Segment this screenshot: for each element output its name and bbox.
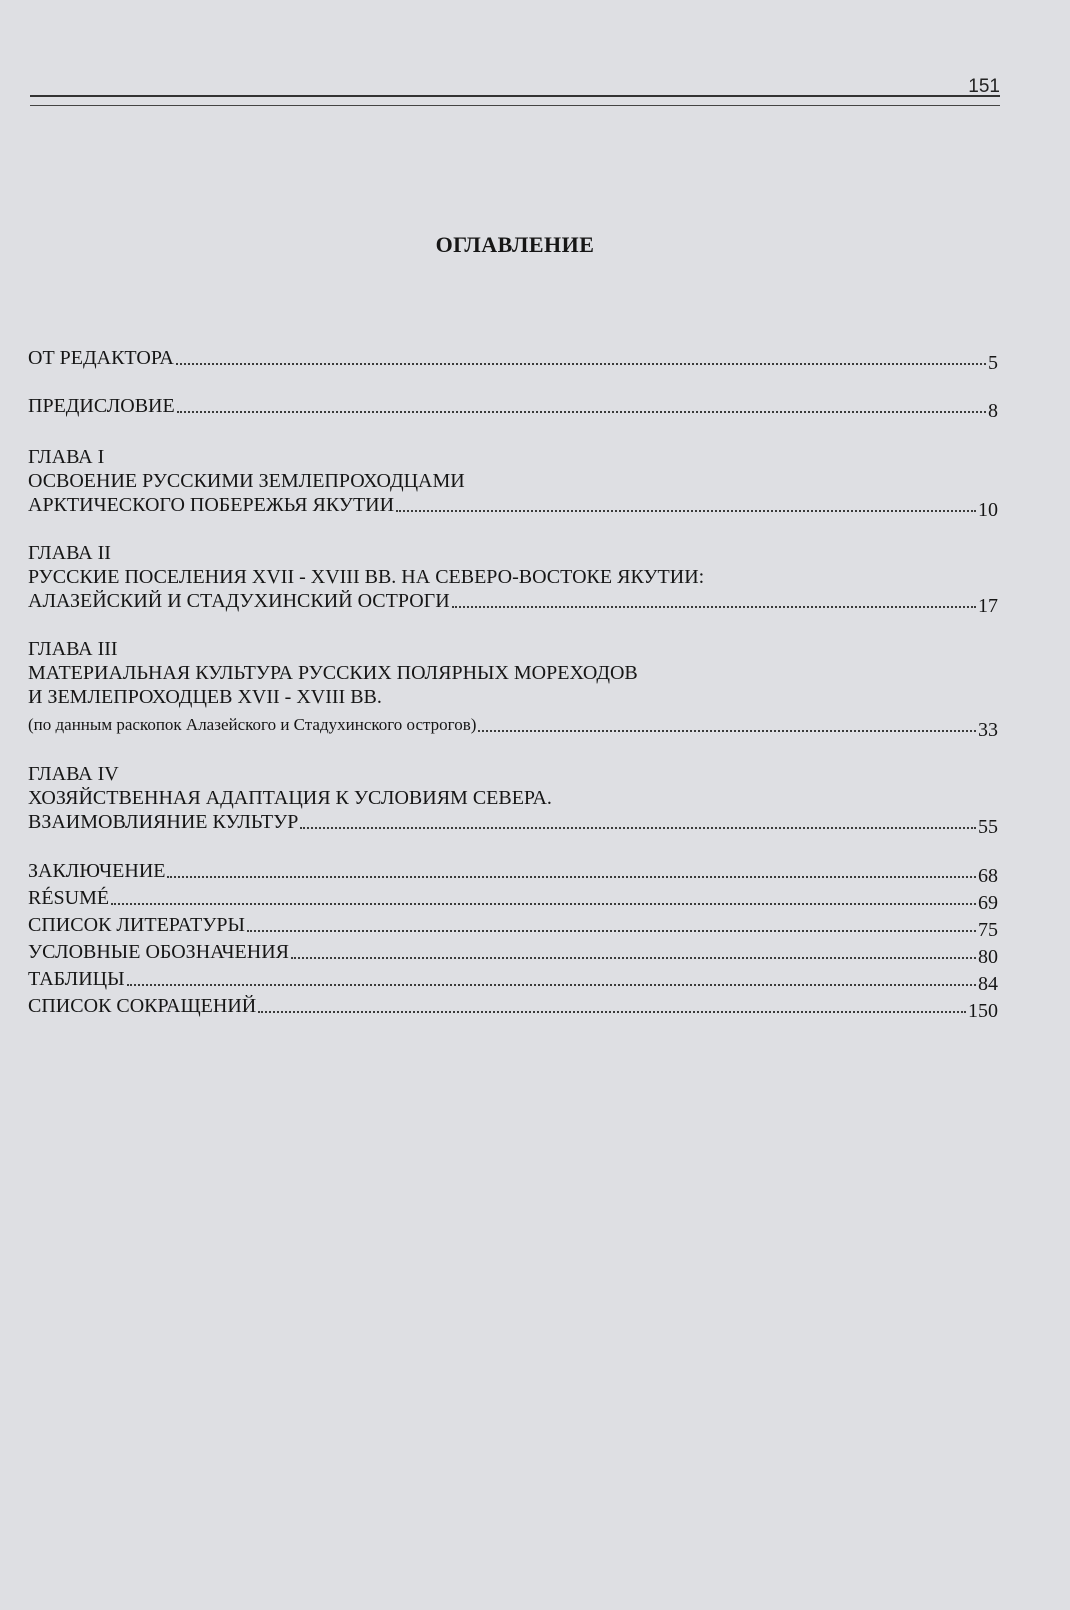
dot-leader [478, 730, 976, 732]
header-rule-top [30, 95, 1000, 97]
chapter-subtitle: (по данным раскопок Алазейского и Стадухинского острогов) [28, 715, 477, 734]
header-rule-bottom [30, 105, 1000, 106]
dot-leader [247, 930, 976, 932]
toc-entry-chapter-1 [28, 445, 998, 521]
chapter-title-line: МАТЕРИАЛЬНАЯ КУЛЬТУРА РУССКИХ ПОЛЯРНЫХ МОРЕХОДОВ [28, 662, 638, 684]
chapter-number: ГЛАВА II [28, 542, 111, 564]
toc-entry-page: 10 [978, 499, 998, 521]
dot-leader [176, 363, 986, 365]
toc-entry-preface [28, 394, 998, 422]
toc-entry-abbreviations [28, 994, 998, 1022]
toc-entry-page: 8 [988, 400, 998, 422]
toc-entry-label: ПРЕДИСЛОВИЕ [28, 395, 175, 417]
toc-entry-conclusion [28, 859, 998, 887]
toc-entry-label: ОТ РЕДАКТОРА [28, 347, 174, 369]
toc-entry-page: 17 [978, 595, 998, 617]
dot-leader [167, 876, 976, 878]
toc-entry-page: 68 [978, 865, 998, 887]
page-number: 151 [968, 76, 1000, 97]
toc-entry-page: 69 [978, 892, 998, 914]
toc-entry-label: СПИСОК ЛИТЕРАТУРЫ [28, 914, 245, 936]
toc-entry-editor [28, 346, 998, 374]
chapter-title-line: И ЗЕМЛЕПРОХОДЦЕВ XVII - XVIII ВВ. [28, 686, 382, 708]
chapter-title-line: ВЗАИМОВЛИЯНИЕ КУЛЬТУР [28, 811, 299, 833]
toc-entry-label: ТАБЛИЦЫ [28, 968, 125, 990]
toc-entry-label: СПИСОК СОКРАЩЕНИЙ [28, 995, 257, 1017]
chapter-title-line: ОСВОЕНИЕ РУССКИМИ ЗЕМЛЕПРОХОДЦАМИ [28, 470, 465, 492]
dot-leader [300, 827, 976, 829]
chapter-title-line: АЛАЗЕЙСКИЙ И СТАДУХИНСКИЙ ОСТРОГИ [28, 590, 450, 612]
toc-entry-chapter-4 [28, 762, 998, 838]
dot-leader [127, 984, 976, 986]
dot-leader [177, 411, 986, 413]
chapter-number: ГЛАВА IV [28, 763, 119, 785]
toc-entry-page: 150 [968, 1000, 998, 1022]
toc-entry-page: 55 [978, 816, 998, 838]
toc-entry-page: 5 [988, 352, 998, 374]
toc-entry-literature [28, 913, 998, 941]
chapter-title-line: РУССКИЕ ПОСЕЛЕНИЯ XVII - XVIII ВВ. НА СЕВЕРО-ВОСТОКЕ ЯКУТИИ: [28, 566, 705, 588]
toc-entry-page: 33 [978, 719, 998, 741]
dot-leader [291, 957, 976, 959]
toc-entry-page: 75 [978, 919, 998, 941]
chapter-title-line: АРКТИЧЕСКОГО ПОБЕРЕЖЬЯ ЯКУТИИ [28, 494, 395, 516]
toc-entry-page: 80 [978, 946, 998, 968]
toc-entry-label: УСЛОВНЫЕ ОБОЗНАЧЕНИЯ [28, 941, 289, 963]
toc-entry-chapter-3 [28, 637, 998, 741]
chapter-title-line: ХОЗЯЙСТВЕННАЯ АДАПТАЦИЯ К УСЛОВИЯМ СЕВЕРА. [28, 787, 552, 809]
toc-entry-label: ЗАКЛЮЧЕНИЕ [28, 860, 166, 882]
toc-entry-page: 84 [978, 973, 998, 995]
toc-back-matter [28, 859, 998, 1022]
dot-leader [111, 903, 976, 905]
toc-entry-tables [28, 967, 998, 995]
toc-entry-symbols [28, 940, 998, 968]
chapter-number: ГЛАВА III [28, 638, 118, 660]
toc-entry-resume [28, 886, 998, 914]
toc-entry-chapter-2 [28, 541, 998, 617]
chapter-number: ГЛАВА I [28, 446, 105, 468]
dot-leader [258, 1011, 966, 1013]
dot-leader [452, 606, 976, 608]
dot-leader [396, 510, 976, 512]
page-title: ОГЛАВЛЕНИЕ [435, 232, 595, 257]
toc-entry-label: RÉSUMÉ [28, 887, 110, 909]
